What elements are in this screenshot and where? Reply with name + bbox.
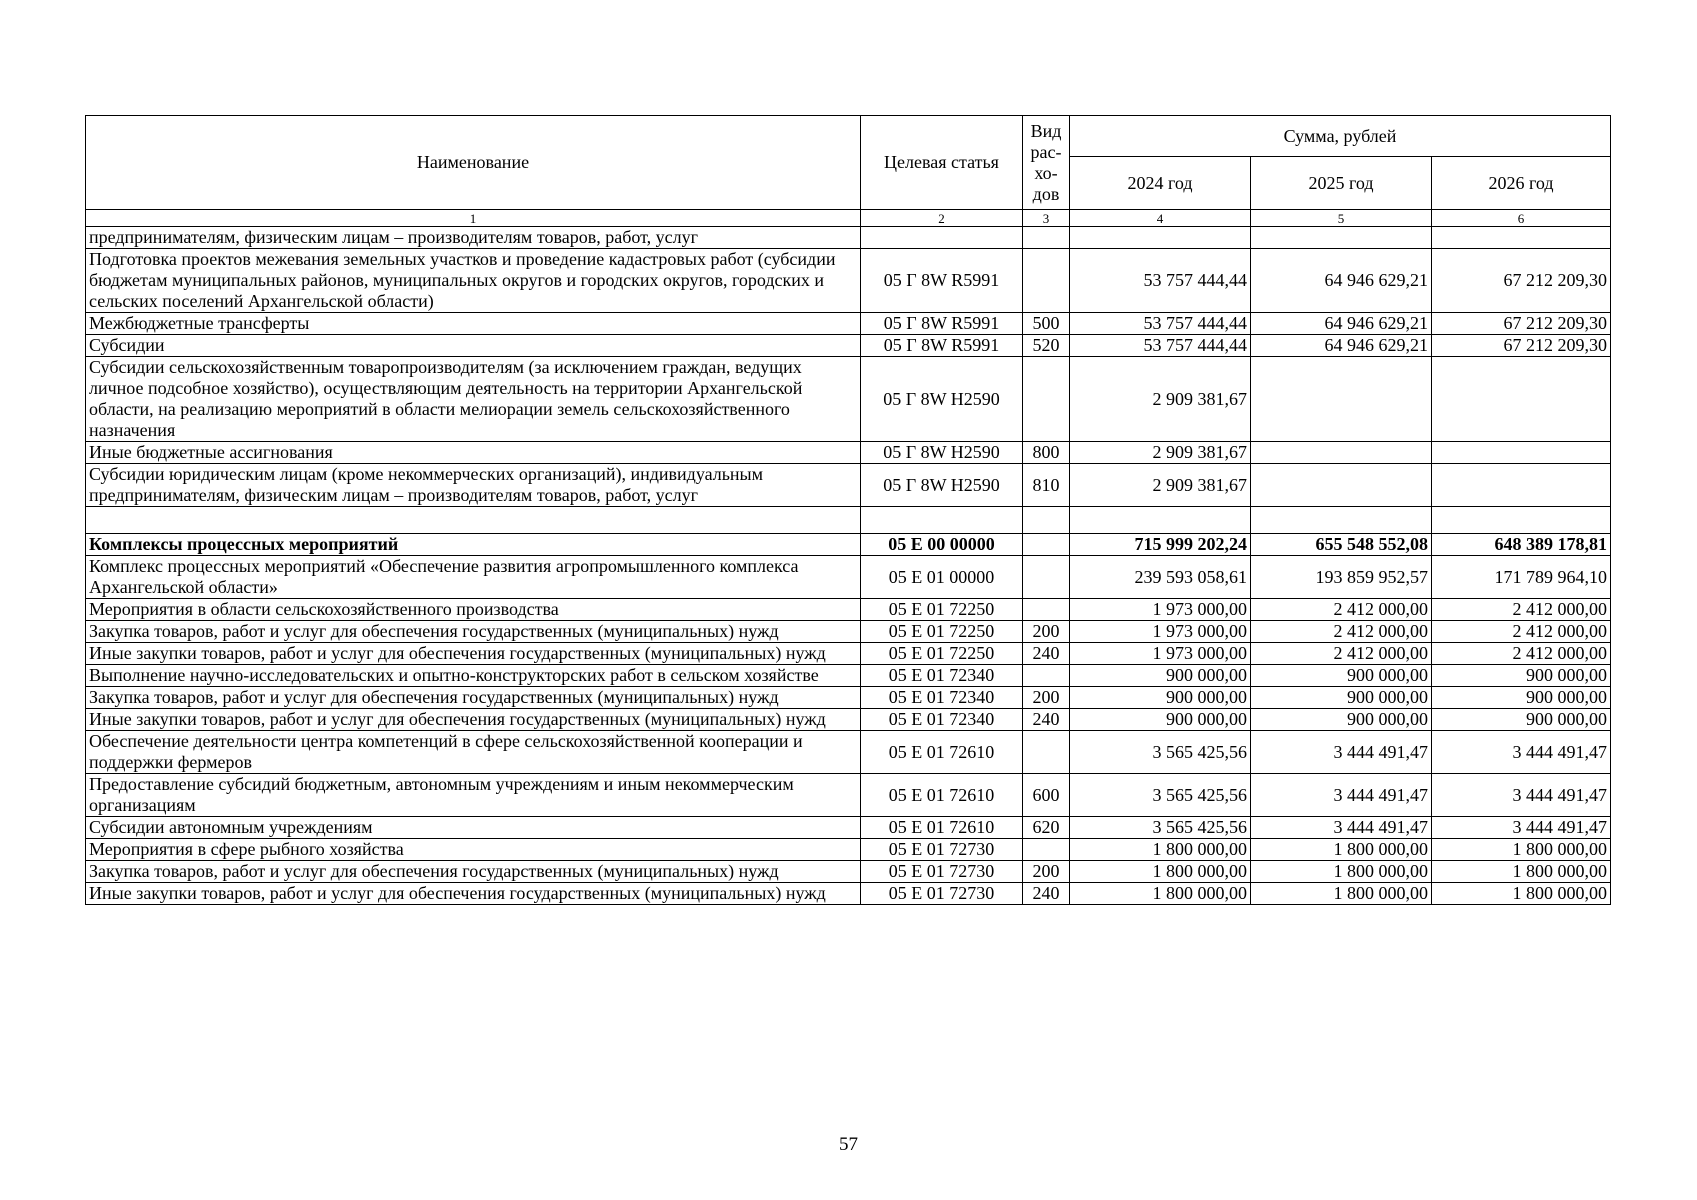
row-target-code: 05 Е 01 72610: [861, 731, 1023, 774]
table-header: [86, 116, 1611, 227]
row-expense-type: [1023, 839, 1070, 861]
row-amount-2024: 715 999 202,24: [1070, 534, 1251, 556]
row-amount-2026: 2 412 000,00: [1432, 599, 1611, 621]
row-target-code: 05 Е 01 72250: [861, 621, 1023, 643]
row-expense-type: 200: [1023, 621, 1070, 643]
row-amount-2025: 1 800 000,00: [1251, 883, 1432, 905]
row-target-code: 05 Е 01 72730: [861, 861, 1023, 883]
row-amount-2024: 900 000,00: [1070, 687, 1251, 709]
row-amount-2025: 2 412 000,00: [1251, 621, 1432, 643]
table-row: [86, 357, 1611, 442]
row-expense-type: 240: [1023, 709, 1070, 731]
row-expense-type: [1023, 357, 1070, 442]
header-target-article: Целевая статья: [861, 116, 1023, 210]
row-expense-type: 200: [1023, 861, 1070, 883]
row-amount-2025: 900 000,00: [1251, 687, 1432, 709]
row-name: Субсидии: [86, 335, 861, 357]
row-target-code: 05 Г 8W R5991: [861, 249, 1023, 313]
row-expense-type: [1023, 249, 1070, 313]
row-name: Обеспечение деятельности центра компетенций в сфере сельскохозяйственной кооперации и поддержки фермеров: [86, 731, 861, 774]
row-amount-2026: 3 444 491,47: [1432, 817, 1611, 839]
row-amount-2026: [1432, 357, 1611, 442]
row-name: Предоставление субсидий бюджетным, автономным учреждениям и иным некоммерческим организациям: [86, 774, 861, 817]
row-name: Закупка товаров, работ и услуг для обеспечения государственных (муниципальных) нужд: [86, 861, 861, 883]
table-row: [86, 709, 1611, 731]
row-target-code: 05 Г 8W H2590: [861, 464, 1023, 507]
row-name: Субсидии автономным учреждениям: [86, 817, 861, 839]
column-number: 2: [861, 210, 1023, 227]
row-name: предпринимателям, физическим лицам – производителям товаров, работ, услуг: [86, 227, 861, 249]
row-name: Комплексы процессных мероприятий: [86, 534, 861, 556]
row-expense-type: 200: [1023, 687, 1070, 709]
row-name: Субсидии юридическим лицам (кроме некоммерческих организаций), индивидуальным предпринимателям, физическим лицам – производителям товаров, работ, услуг: [86, 464, 861, 507]
row-amount-2026: 67 212 209,30: [1432, 335, 1611, 357]
table-row: [86, 335, 1611, 357]
row-amount-2024: 53 757 444,44: [1070, 335, 1251, 357]
row-target-code: 05 Е 00 00000: [861, 534, 1023, 556]
row-expense-type: [1023, 534, 1070, 556]
row-amount-2026: 900 000,00: [1432, 709, 1611, 731]
row-name: Межбюджетные трансферты: [86, 313, 861, 335]
row-target-code: 05 Е 01 72730: [861, 883, 1023, 905]
row-target-code: 05 Е 01 72610: [861, 774, 1023, 817]
table-row: [86, 687, 1611, 709]
row-amount-2026: 2 412 000,00: [1432, 643, 1611, 665]
column-number: 1: [86, 210, 861, 227]
row-amount-2024: 900 000,00: [1070, 709, 1251, 731]
row-target-code: 05 Е 01 72610: [861, 817, 1023, 839]
row-amount-2025: 900 000,00: [1251, 665, 1432, 687]
row-target-code: 05 Г 8W H2590: [861, 357, 1023, 442]
row-amount-2026: 648 389 178,81: [1432, 534, 1611, 556]
row-target-code: 05 Е 01 72340: [861, 665, 1023, 687]
row-amount-2025: 655 548 552,08: [1251, 534, 1432, 556]
row-amount-2024: 2 909 381,67: [1070, 442, 1251, 464]
table-row: [86, 442, 1611, 464]
row-amount-2026: [1432, 227, 1611, 249]
row-expense-type: [1023, 599, 1070, 621]
row-amount-2026: 171 789 964,10: [1432, 556, 1611, 599]
table-row: [86, 643, 1611, 665]
row-amount-2025: 64 946 629,21: [1251, 313, 1432, 335]
row-name: Комплекс процессных мероприятий «Обеспечение развития агропромышленного комплекса Архангельской области»: [86, 556, 861, 599]
row-amount-2026: 3 444 491,47: [1432, 731, 1611, 774]
table-row: [86, 556, 1611, 599]
row-amount-2024: 3 565 425,56: [1070, 817, 1251, 839]
row-amount-2025: [1251, 442, 1432, 464]
row-target-code: 05 Е 01 72730: [861, 839, 1023, 861]
row-name: Мероприятия в сфере рыбного хозяйства: [86, 839, 861, 861]
row-amount-2025: 1 800 000,00: [1251, 839, 1432, 861]
header-name: Наименование: [86, 116, 861, 210]
page-number: 57: [839, 1134, 858, 1155]
table-row: [86, 774, 1611, 817]
row-amount-2024: 239 593 058,61: [1070, 556, 1251, 599]
row-target-code: [861, 507, 1023, 534]
row-expense-type: 240: [1023, 883, 1070, 905]
row-amount-2024: 2 909 381,67: [1070, 357, 1251, 442]
row-amount-2025: 193 859 952,57: [1251, 556, 1432, 599]
column-number: 4: [1070, 210, 1251, 227]
row-amount-2025: 64 946 629,21: [1251, 335, 1432, 357]
row-amount-2024: 1 973 000,00: [1070, 599, 1251, 621]
row-amount-2026: 67 212 209,30: [1432, 313, 1611, 335]
row-name: Иные закупки товаров, работ и услуг для обеспечения государственных (муниципальных) нужд: [86, 883, 861, 905]
budget-table: [85, 115, 1611, 905]
row-amount-2025: 3 444 491,47: [1251, 731, 1432, 774]
row-expense-type: 600: [1023, 774, 1070, 817]
row-name: Субсидии сельскохозяйственным товаропроизводителям (за исключением граждан, ведущих личное подсобное хозяйство), осуществляющим деятельность на территории Архангельской области, на реализацию мероприятий в области мелиорации земель сельскохозяйственного назначения: [86, 357, 861, 442]
table-row: [86, 883, 1611, 905]
row-target-code: 05 Е 01 72250: [861, 643, 1023, 665]
row-target-code: 05 Е 01 72250: [861, 599, 1023, 621]
row-target-code: 05 Е 01 72340: [861, 687, 1023, 709]
row-target-code: 05 Г 8W H2590: [861, 442, 1023, 464]
row-name: [86, 507, 861, 534]
row-amount-2024: 3 565 425,56: [1070, 774, 1251, 817]
row-expense-type: [1023, 665, 1070, 687]
row-expense-type: [1023, 731, 1070, 774]
table-row: [86, 313, 1611, 335]
row-expense-type: [1023, 556, 1070, 599]
row-expense-type: 810: [1023, 464, 1070, 507]
column-number: 3: [1023, 210, 1070, 227]
row-amount-2025: [1251, 464, 1432, 507]
header-expense-type-line: дов: [1032, 183, 1060, 204]
row-target-code: 05 Г 8W R5991: [861, 313, 1023, 335]
header-sum: Сумма, рублей: [1070, 116, 1611, 157]
row-amount-2024: 1 800 000,00: [1070, 861, 1251, 883]
header-expense-type-line: рас-: [1030, 141, 1062, 162]
row-amount-2025: [1251, 507, 1432, 534]
row-name: Закупка товаров, работ и услуг для обеспечения государственных (муниципальных) нужд: [86, 621, 861, 643]
row-amount-2024: [1070, 227, 1251, 249]
row-amount-2025: 2 412 000,00: [1251, 643, 1432, 665]
row-amount-2026: 900 000,00: [1432, 687, 1611, 709]
row-amount-2026: 1 800 000,00: [1432, 839, 1611, 861]
row-amount-2026: 1 800 000,00: [1432, 861, 1611, 883]
column-number: 5: [1251, 210, 1432, 227]
row-amount-2024: 1 973 000,00: [1070, 621, 1251, 643]
header-expense-type-line: Вид: [1030, 120, 1062, 141]
header-year-2024: 2024 год: [1070, 157, 1251, 210]
table-row: [86, 464, 1611, 507]
row-amount-2024: 900 000,00: [1070, 665, 1251, 687]
row-amount-2026: [1432, 464, 1611, 507]
row-amount-2024: 1 973 000,00: [1070, 643, 1251, 665]
table-row: [86, 621, 1611, 643]
table-row: [86, 599, 1611, 621]
row-amount-2025: 3 444 491,47: [1251, 817, 1432, 839]
row-target-code: 05 Е 01 72340: [861, 709, 1023, 731]
section-total-row: [86, 534, 1611, 556]
row-amount-2024: 1 800 000,00: [1070, 883, 1251, 905]
row-amount-2026: 900 000,00: [1432, 665, 1611, 687]
row-expense-type: 520: [1023, 335, 1070, 357]
row-amount-2026: [1432, 442, 1611, 464]
row-amount-2025: [1251, 357, 1432, 442]
row-name: Иные закупки товаров, работ и услуг для обеспечения государственных (муниципальных) нужд: [86, 709, 861, 731]
row-expense-type: [1023, 227, 1070, 249]
table-row: [86, 817, 1611, 839]
column-number: 6: [1432, 210, 1611, 227]
row-name: Мероприятия в области сельскохозяйственного производства: [86, 599, 861, 621]
row-amount-2025: 3 444 491,47: [1251, 774, 1432, 817]
row-amount-2025: 2 412 000,00: [1251, 599, 1432, 621]
row-name: Иные закупки товаров, работ и услуг для обеспечения государственных (муниципальных) нужд: [86, 643, 861, 665]
row-name: Закупка товаров, работ и услуг для обеспечения государственных (муниципальных) нужд: [86, 687, 861, 709]
table-row: [86, 665, 1611, 687]
row-amount-2026: [1432, 507, 1611, 534]
row-amount-2026: 2 412 000,00: [1432, 621, 1611, 643]
row-expense-type: 500: [1023, 313, 1070, 335]
header-year-2026: 2026 год: [1432, 157, 1611, 210]
row-target-code: 05 Г 8W R5991: [861, 335, 1023, 357]
row-amount-2026: 1 800 000,00: [1432, 883, 1611, 905]
row-name: Выполнение научно-исследовательских и опытно-конструкторских работ в сельском хозяйстве: [86, 665, 861, 687]
table-row: [86, 731, 1611, 774]
row-target-code: [861, 227, 1023, 249]
row-amount-2025: [1251, 227, 1432, 249]
table-row: [86, 839, 1611, 861]
table-row: [86, 249, 1611, 313]
row-name: Иные бюджетные ассигнования: [86, 442, 861, 464]
table-row: [86, 861, 1611, 883]
row-name: Подготовка проектов межевания земельных участков и проведение кадастровых работ (субсидии бюджетам муниципальных районов, муниципальных округов и городских округов, городских и сельских поселений Архангельской области): [86, 249, 861, 313]
row-amount-2024: 53 757 444,44: [1070, 249, 1251, 313]
header-expense-type: [1023, 116, 1070, 210]
row-amount-2025: 64 946 629,21: [1251, 249, 1432, 313]
header-year-2025: 2025 год: [1251, 157, 1432, 210]
row-amount-2025: 900 000,00: [1251, 709, 1432, 731]
row-amount-2026: 67 212 209,30: [1432, 249, 1611, 313]
row-amount-2024: 2 909 381,67: [1070, 464, 1251, 507]
row-amount-2025: 1 800 000,00: [1251, 861, 1432, 883]
row-amount-2024: 3 565 425,56: [1070, 731, 1251, 774]
row-expense-type: 800: [1023, 442, 1070, 464]
row-amount-2024: 1 800 000,00: [1070, 839, 1251, 861]
column-number-row: [86, 210, 1611, 227]
row-target-code: 05 Е 01 00000: [861, 556, 1023, 599]
row-expense-type: 620: [1023, 817, 1070, 839]
header-expense-type-line: хо-: [1034, 162, 1058, 183]
row-amount-2024: [1070, 507, 1251, 534]
table-row: [86, 227, 1611, 249]
row-expense-type: [1023, 507, 1070, 534]
row-amount-2026: 3 444 491,47: [1432, 774, 1611, 817]
empty-row: [86, 507, 1611, 534]
row-amount-2024: 53 757 444,44: [1070, 313, 1251, 335]
row-expense-type: 240: [1023, 643, 1070, 665]
